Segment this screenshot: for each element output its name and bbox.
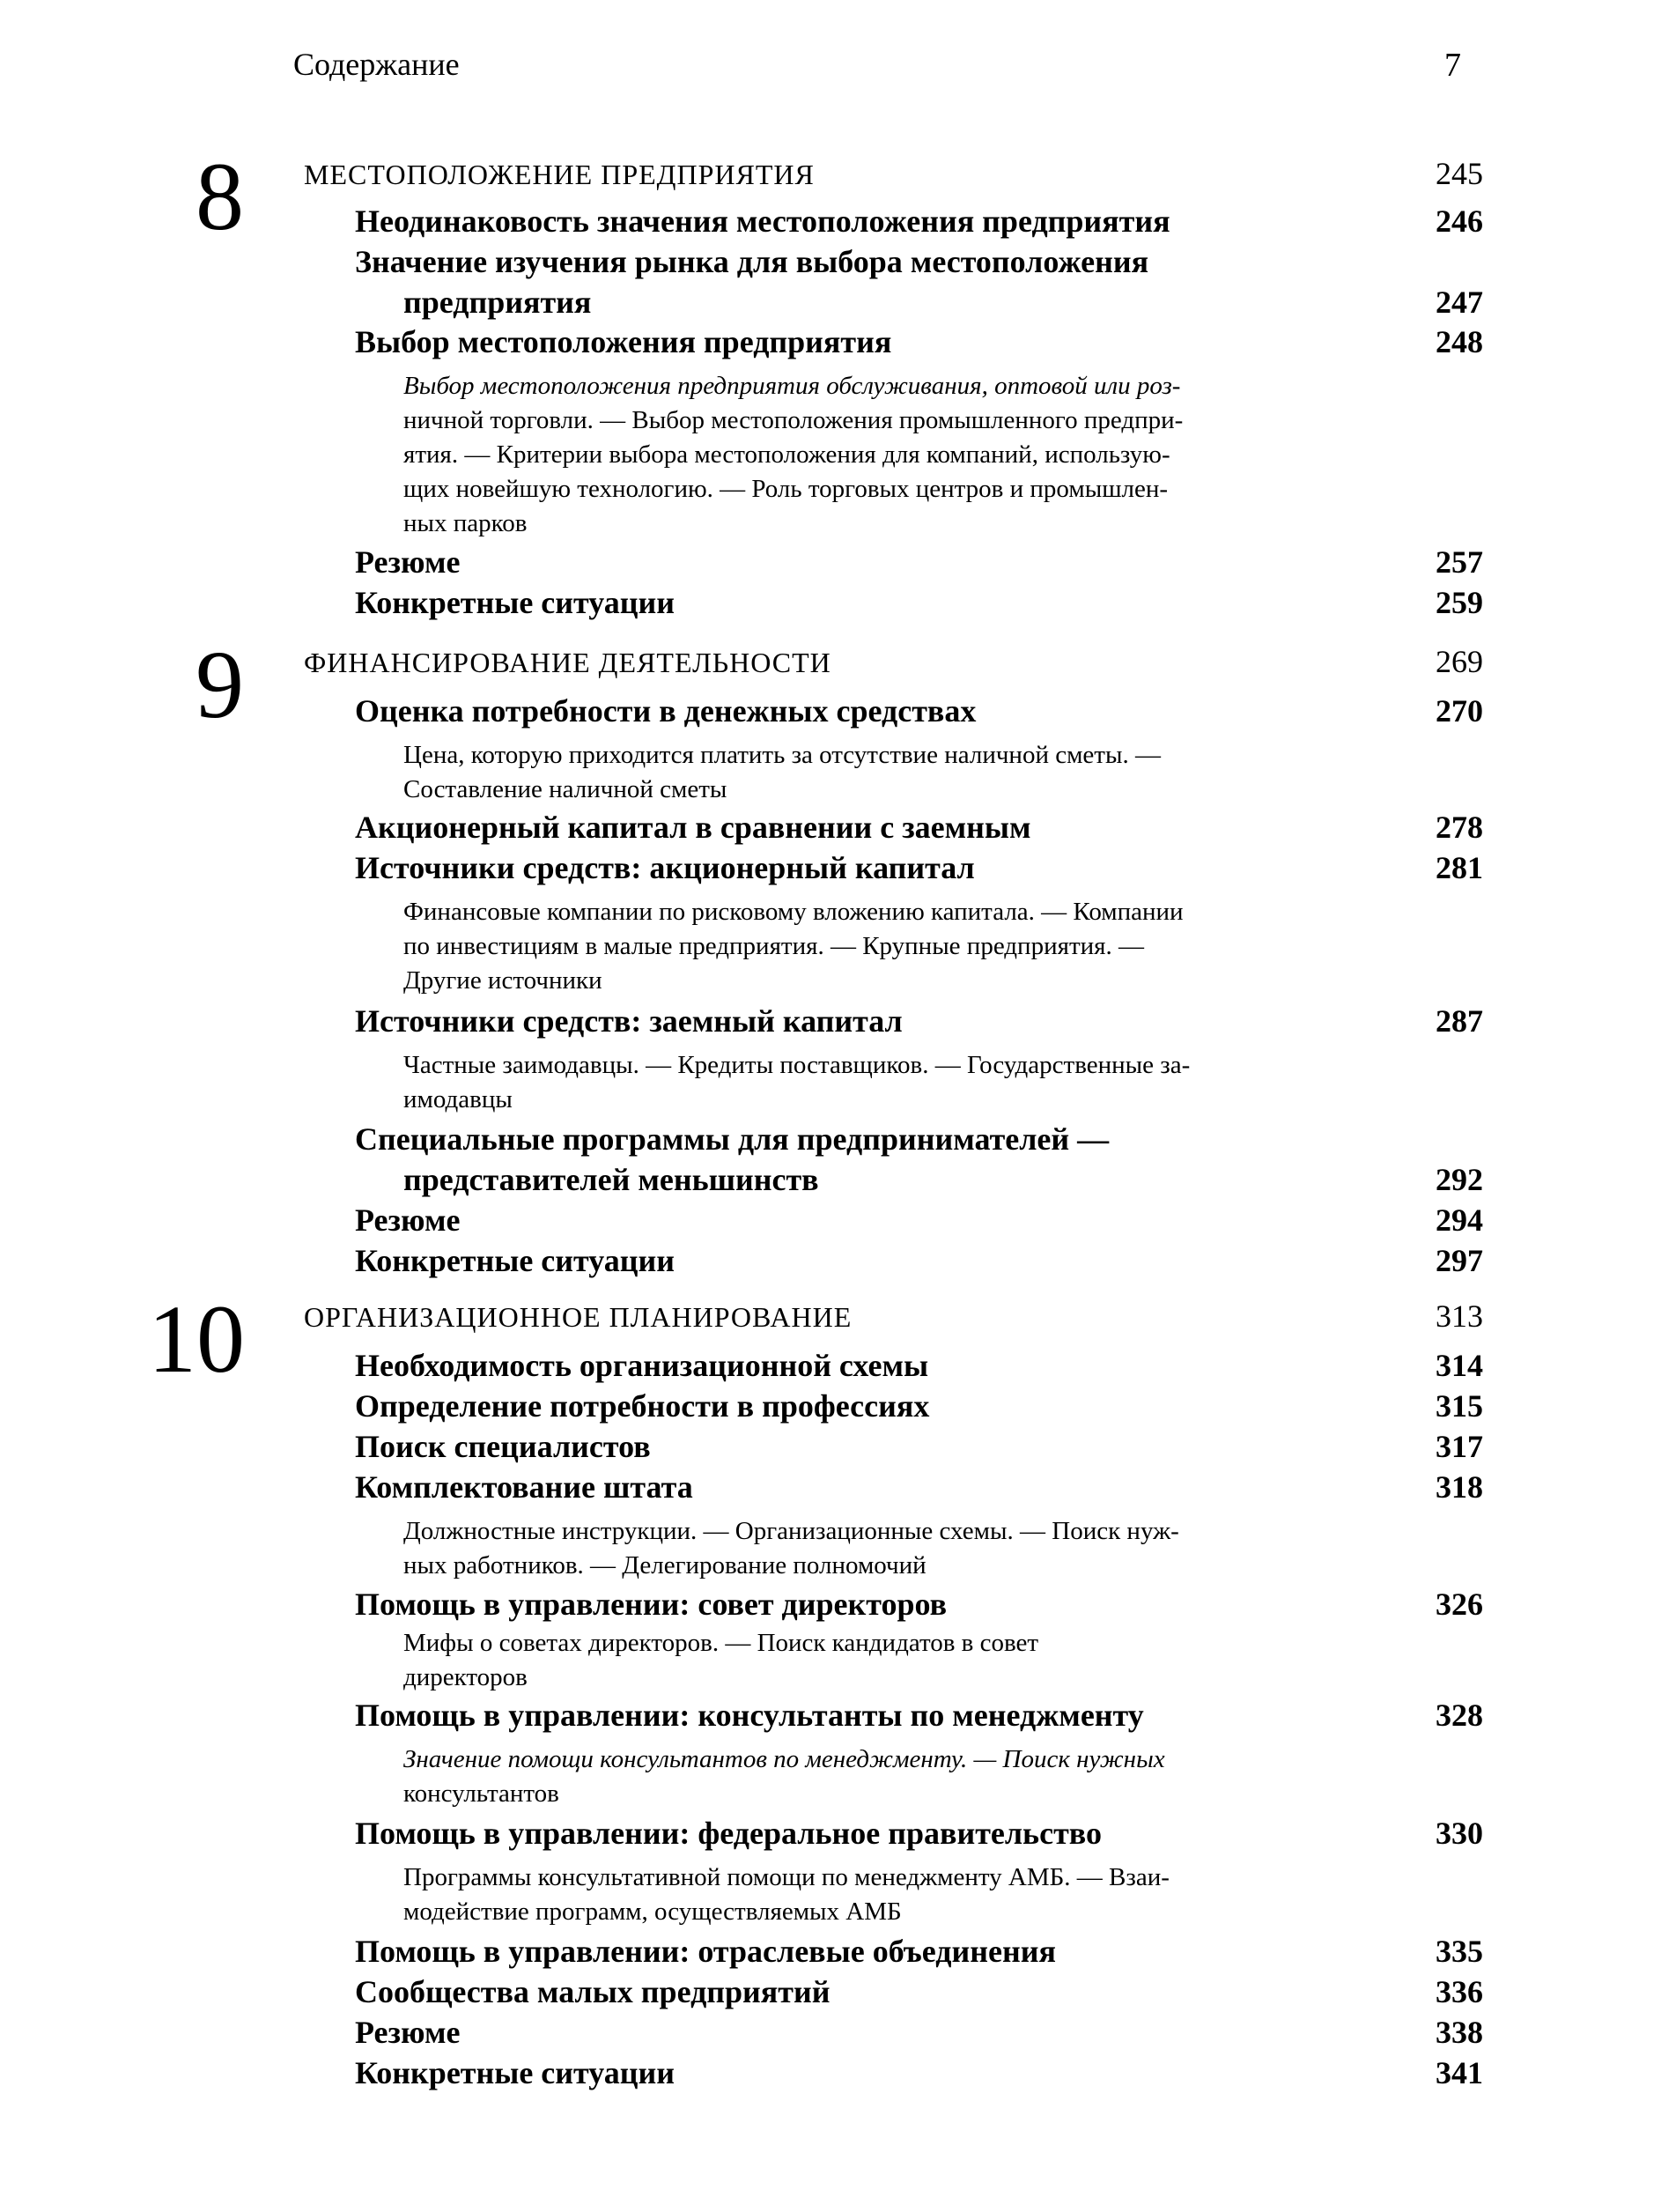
running-head: Содержание [293, 47, 460, 82]
toc-page: 338 [1436, 2015, 1483, 2050]
chapter-page: 313 [1436, 1298, 1483, 1334]
toc-page: 314 [1436, 1348, 1483, 1383]
toc-entry[interactable]: Источники средств: заемный капитал [355, 1003, 903, 1039]
toc-entry[interactable]: Выбор местоположения предприятия [355, 324, 892, 359]
cases-entry[interactable]: Конкретные ситуации [355, 2055, 675, 2090]
toc-page: 247 [1436, 285, 1483, 320]
toc-page: 281 [1436, 850, 1483, 885]
chapter-title[interactable]: ФИНАНСИРОВАНИЕ ДЕЯТЕЛЬНОСТИ [304, 647, 831, 678]
subtopics-line: ных парков [403, 509, 528, 537]
toc-entry[interactable]: Поиск специалистов [355, 1429, 651, 1464]
summary-entry[interactable]: Резюме [355, 2015, 461, 2050]
toc-entry[interactable]: Специальные программы для предпринимателей — [355, 1121, 1110, 1157]
toc-entry[interactable]: Помощь в управлении: отраслевые объединения [355, 1934, 1056, 1969]
summary-entry[interactable]: Резюме [355, 1202, 461, 1238]
chapter-page: 269 [1436, 644, 1483, 679]
toc-page: 292 [1436, 1162, 1483, 1197]
subtopics-line: директоров [403, 1663, 528, 1691]
toc-page: 318 [1436, 1469, 1483, 1505]
toc-page: 278 [1436, 810, 1483, 845]
chapter-page: 245 [1436, 156, 1483, 191]
toc-page: 341 [1436, 2055, 1483, 2090]
toc-page: 259 [1436, 585, 1483, 620]
toc-entry-continuation[interactable]: представителей меньшинств [403, 1162, 819, 1197]
subtopics-line: ничной торговли. — Выбор местоположения промышленного предпри- [403, 406, 1184, 434]
toc-page: 248 [1436, 324, 1483, 359]
toc-page: 246 [1436, 203, 1483, 239]
subtopics-line: консультантов [403, 1779, 559, 1808]
toc-entry[interactable]: Помощь в управлении: совет директоров [355, 1587, 948, 1622]
subtopics-line: Финансовые компании по рисковому вложению капитала. — Компании [403, 898, 1184, 926]
toc-entry[interactable]: Источники средств: акционерный капитал [355, 850, 975, 885]
page-number: 7 [1444, 47, 1461, 84]
subtopics-line: Программы консультативной помощи по менеджменту АМБ. — Взаи- [403, 1863, 1170, 1891]
subtopics-line: Другие источники [403, 966, 602, 995]
subtopics-line: Составление наличной сметы [403, 775, 727, 803]
summary-entry[interactable]: Резюме [355, 544, 461, 580]
toc-page: 317 [1436, 1429, 1483, 1464]
toc-page: 335 [1436, 1934, 1483, 1969]
subtopics-line: имодавцы [403, 1085, 513, 1113]
toc-page: 294 [1436, 1202, 1483, 1238]
toc-entry[interactable]: Необходимость организационной схемы [355, 1348, 929, 1383]
toc-entry[interactable]: Сообщества малых предприятий [355, 1974, 830, 2009]
toc-entry[interactable]: Значение изучения рынка для выбора местоположения [355, 244, 1149, 279]
chapter-number: 9 [196, 631, 244, 738]
subtopics-line: Мифы о советах директоров. — Поиск кандидатов в совет [403, 1629, 1039, 1657]
chapter-title[interactable]: ОРГАНИЗАЦИОННОЕ ПЛАНИРОВАНИЕ [304, 1301, 853, 1333]
subtopics-line: щих новейшую технологию. — Роль торговых центров и промышлен- [403, 475, 1169, 503]
toc-entry[interactable]: Определение потребности в профессиях [355, 1388, 930, 1424]
toc-page: 336 [1436, 1974, 1483, 2009]
toc-page: 270 [1436, 693, 1483, 729]
toc-page: 315 [1436, 1388, 1483, 1424]
subtopics-line: Частные заимодавцы. — Кредиты поставщиков. — Государственные за- [403, 1051, 1191, 1079]
toc-entry[interactable]: Оценка потребности в денежных средствах [355, 693, 977, 729]
toc-entry-continuation[interactable]: предприятия [403, 285, 592, 320]
subtopics-line: Выбор местоположения предприятия обслуживания, оптовой или роз- [403, 372, 1181, 400]
toc-page: 257 [1436, 544, 1483, 580]
chapter-number: 10 [148, 1285, 245, 1393]
toc-page: 328 [1436, 1698, 1483, 1733]
toc-entry[interactable]: Неодинаковость значения местоположения предприятия [355, 203, 1170, 239]
toc-page: 287 [1436, 1003, 1483, 1039]
chapter-number: 8 [196, 143, 244, 250]
subtopics-line: Должностные инструкции. — Организационные схемы. — Поиск нуж- [403, 1517, 1179, 1545]
cases-entry[interactable]: Конкретные ситуации [355, 1243, 675, 1278]
subtopics-line: модействие программ, осуществляемых АМБ [403, 1898, 902, 1926]
chapter-title[interactable]: МЕСТОПОЛОЖЕНИЕ ПРЕДПРИЯТИЯ [304, 159, 815, 190]
subtopics-line: по инвестициям в малые предприятия. — Крупные предприятия. — [403, 932, 1144, 960]
subtopics-line: Цена, которую приходится платить за отсутствие наличной сметы. — [403, 741, 1161, 769]
toc-page: 326 [1436, 1587, 1483, 1622]
toc-page: 297 [1436, 1243, 1483, 1278]
cases-entry[interactable]: Конкретные ситуации [355, 585, 675, 620]
toc-entry[interactable]: Помощь в управлении: федеральное правительство [355, 1816, 1102, 1851]
subtopics-line: ятия. — Критерии выбора местоположения для компаний, использую- [403, 440, 1170, 469]
toc-entry[interactable]: Акционерный капитал в сравнении с заемным [355, 810, 1031, 845]
toc-page: 330 [1436, 1816, 1483, 1851]
subtopics-line: ных работников. — Делегирование полномочий [403, 1551, 926, 1579]
subtopics-line: Значение помощи консультантов по менеджменту. — Поиск нужных [403, 1745, 1165, 1773]
toc-entry[interactable]: Комплектование штата [355, 1469, 693, 1505]
toc-entry[interactable]: Помощь в управлении: консультанты по менеджменту [355, 1698, 1144, 1733]
